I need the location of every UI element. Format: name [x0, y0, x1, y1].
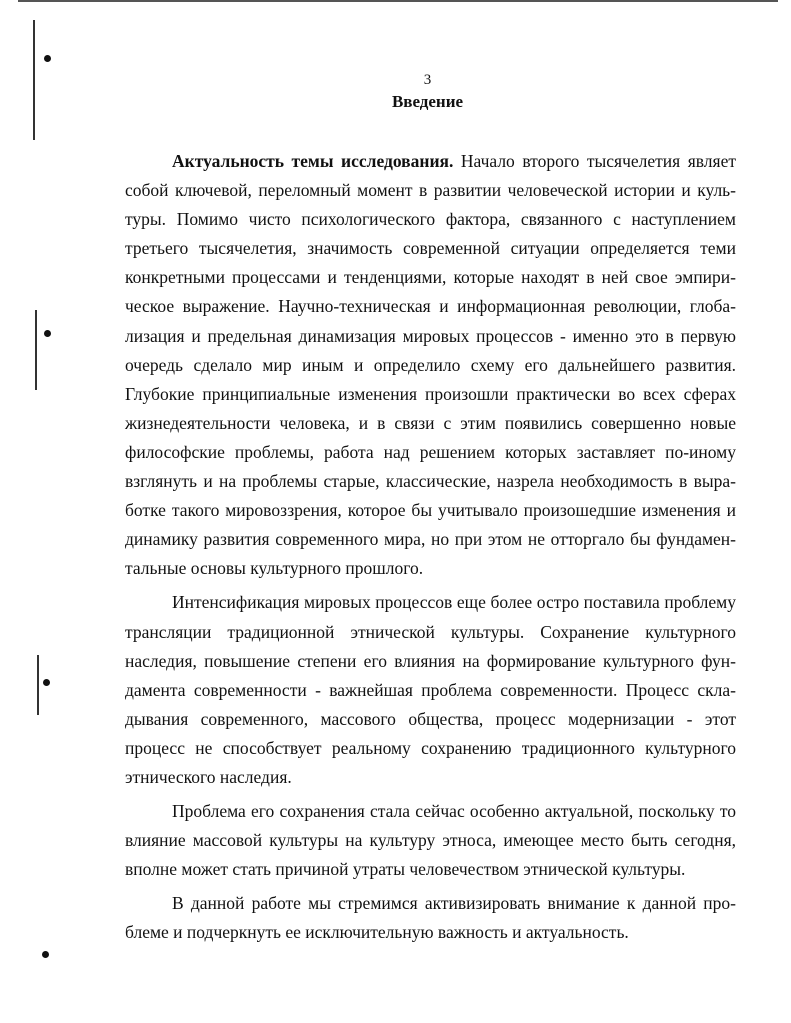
scan-edge-top	[18, 0, 778, 2]
binder-hole-mark	[42, 951, 49, 958]
paragraph: Проблема его сохранения стала сейчас особенно актуальной, поскольку то влияние массовой культуры на культуру этноса, имеющее место быть сегодня, вполне может стать причиной утраты человечеством этнической культуры.	[125, 801, 736, 880]
binder-hole-mark	[43, 679, 50, 686]
paragraph	[125, 147, 736, 583]
paragraph: В данной работе мы стремимся активизировать внимание к данной проблеме и подчеркнуть ее исключительную важность и актуальность.	[125, 893, 736, 943]
paragraph-text: Начало второго тысячелетия являет собой ключевой, переломный момент в развитии человеческой истории и культуры. Помимо чисто психологического фактора, связанного с наступлением третьего тысячелетия, значимость современной ситуации определяется теми конкретными процессами и тенденциями, которые находят в ней свое эмпирическое выражение. Научно-техническая и информационная революции, глобализация и предельная динамизация мировых процессов - именно это в первую очередь сделало мир иным и определило схему его дальнейшего развития. Глубокие принципиальные изменения произошли практически во всех сферах жизнедеятельности человека, и в связи с этим появились совершенно новые философские проблемы, работа над решением которых заставляет по-иному взглянуть и на проблемы старые, классические, назрела необходимость в выработке такого мировоззрения, которое бы учитывало произошедшие изменения и динамику развития современного мира, но при этом не отторгало бы фундаментальные основы культурного прошлого.	[125, 151, 736, 579]
paragraph-lead: Актуальность темы исследования.	[172, 151, 454, 171]
binder-hole-mark	[44, 330, 51, 337]
section-heading: Введение	[391, 92, 464, 111]
paragraph: Интенсификация мировых процессов еще более остро поставила проблему трансляции традиционной этнической культуры. Сохранение культурного наследия, повышение степени его влияния на формирование культурного фундамента современности - важнейшая проблема современности. Процесс складывания современного, массового общества, процесс модернизации - этот процесс не способствует реальному сохранению традиционного культурного этнического наследия.	[125, 592, 736, 787]
scan-edge-left	[37, 655, 39, 715]
page-number: 3	[423, 72, 432, 88]
binder-hole-mark	[44, 55, 51, 62]
scan-edge-left	[35, 310, 37, 390]
body-text	[125, 147, 736, 948]
